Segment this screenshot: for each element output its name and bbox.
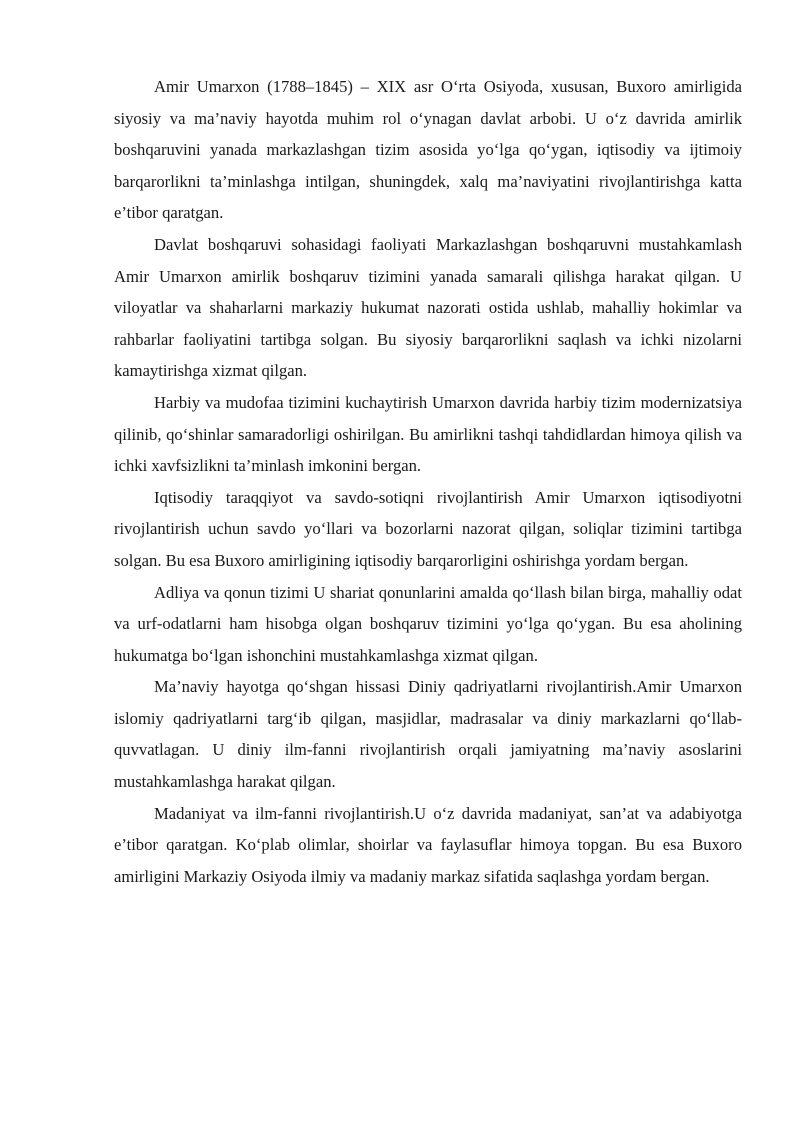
paragraph-justice-law: Adliya va qonun tizimi U shariat qonunlarini amalda qo‘llash bilan birga, mahalliy odat va urf-odatlarni ham hisobga olgan boshqaruv tizimini yo‘lga qo‘ygan. Bu esa aholining hukumatga bo‘lgan ishonchini mustahkamlashga xizmat qilgan.: [114, 582, 742, 665]
paragraph-spiritual-life: Ma’naviy hayotga qo‘shgan hissasi Diniy qadriyatlarni rivojlantirish.Amir Umarxon islomiy qadriyatlarni targ‘ib qilgan, masjidlar, madrasalar va diniy markazlarni qo‘llab-quvvatlagan. U diniy ilm-fanni rivojlantirish orqali jamiyatning ma’naviy asoslarini mustahkamlashga harakat qilgan.: [114, 677, 742, 792]
paragraph-culture-science: Madaniyat va ilm-fanni rivojlantirish.U o‘z davrida madaniyat, san’at va adabiyotga e’tibor qaratgan. Ko‘plab olimlar, shoirlar va faylasuflar himoya topgan. Bu esa Buxoro amirligini Markaziy Osiyoda ilmiy va madaniy markaz sifatida saqlashga yordam bergan.: [114, 803, 742, 886]
document-body: [114, 71, 742, 892]
paragraph-state-governance: Davlat boshqaruvi sohasidagi faoliyati Markazlashgan boshqaruvni mustahkamlash Amir Umarxon amirlik boshqaruv tizimini yanada samarali qilishga harakat qilgan. U viloyatlar va shaharlarni markaziy hukumat nazorati ostida ushlab, mahalliy hokimlar va rahbarlar faoliyatini tartibga solgan. Bu siyosiy barqarorlikni saqlash va ichki nizolarni kamaytirishga xizmat qilgan.: [114, 234, 742, 381]
paragraph-military-defense: Harbiy va mudofaa tizimini kuchaytirish Umarxon davrida harbiy tizim modernizatsiya qilinib, qo‘shinlar samaradorligi oshirilgan. Bu amirlikni tashqi tahdidlardan himoya qilish va ichki xavfsizlikni ta’minlash imkonini bergan.: [114, 392, 742, 476]
paragraph-intro: Amir Umarxon (1788–1845) – XIX asr O‘rta Osiyoda, xususan, Buxoro amirligida siyosiy va ma’naviy hayotda muhim rol o‘ynagan davlat arbobi. U o‘z davrida amirlik boshqaruvini yanada markazlashgan tizim asosida yo‘lga qo‘ygan, iqtisodiy va ijtimoiy barqarorlikni ta’minlashga intilgan, shuningdek, xalq ma’naviyatini rivojlantirishga katta e’tibor qaratgan.: [114, 77, 742, 223]
paragraph-economy-trade: Iqtisodiy taraqqiyot va savdo-sotiqni rivojlantirish Amir Umarxon iqtisodiyotni rivojlantirish uchun savdo yo‘llari va bozorlarni nazorat qilgan, soliqlar tizimini tartibga solgan. Bu esa Buxoro amirligining iqtisodiy barqarorligini oshirishga yordam bergan.: [114, 487, 742, 570]
